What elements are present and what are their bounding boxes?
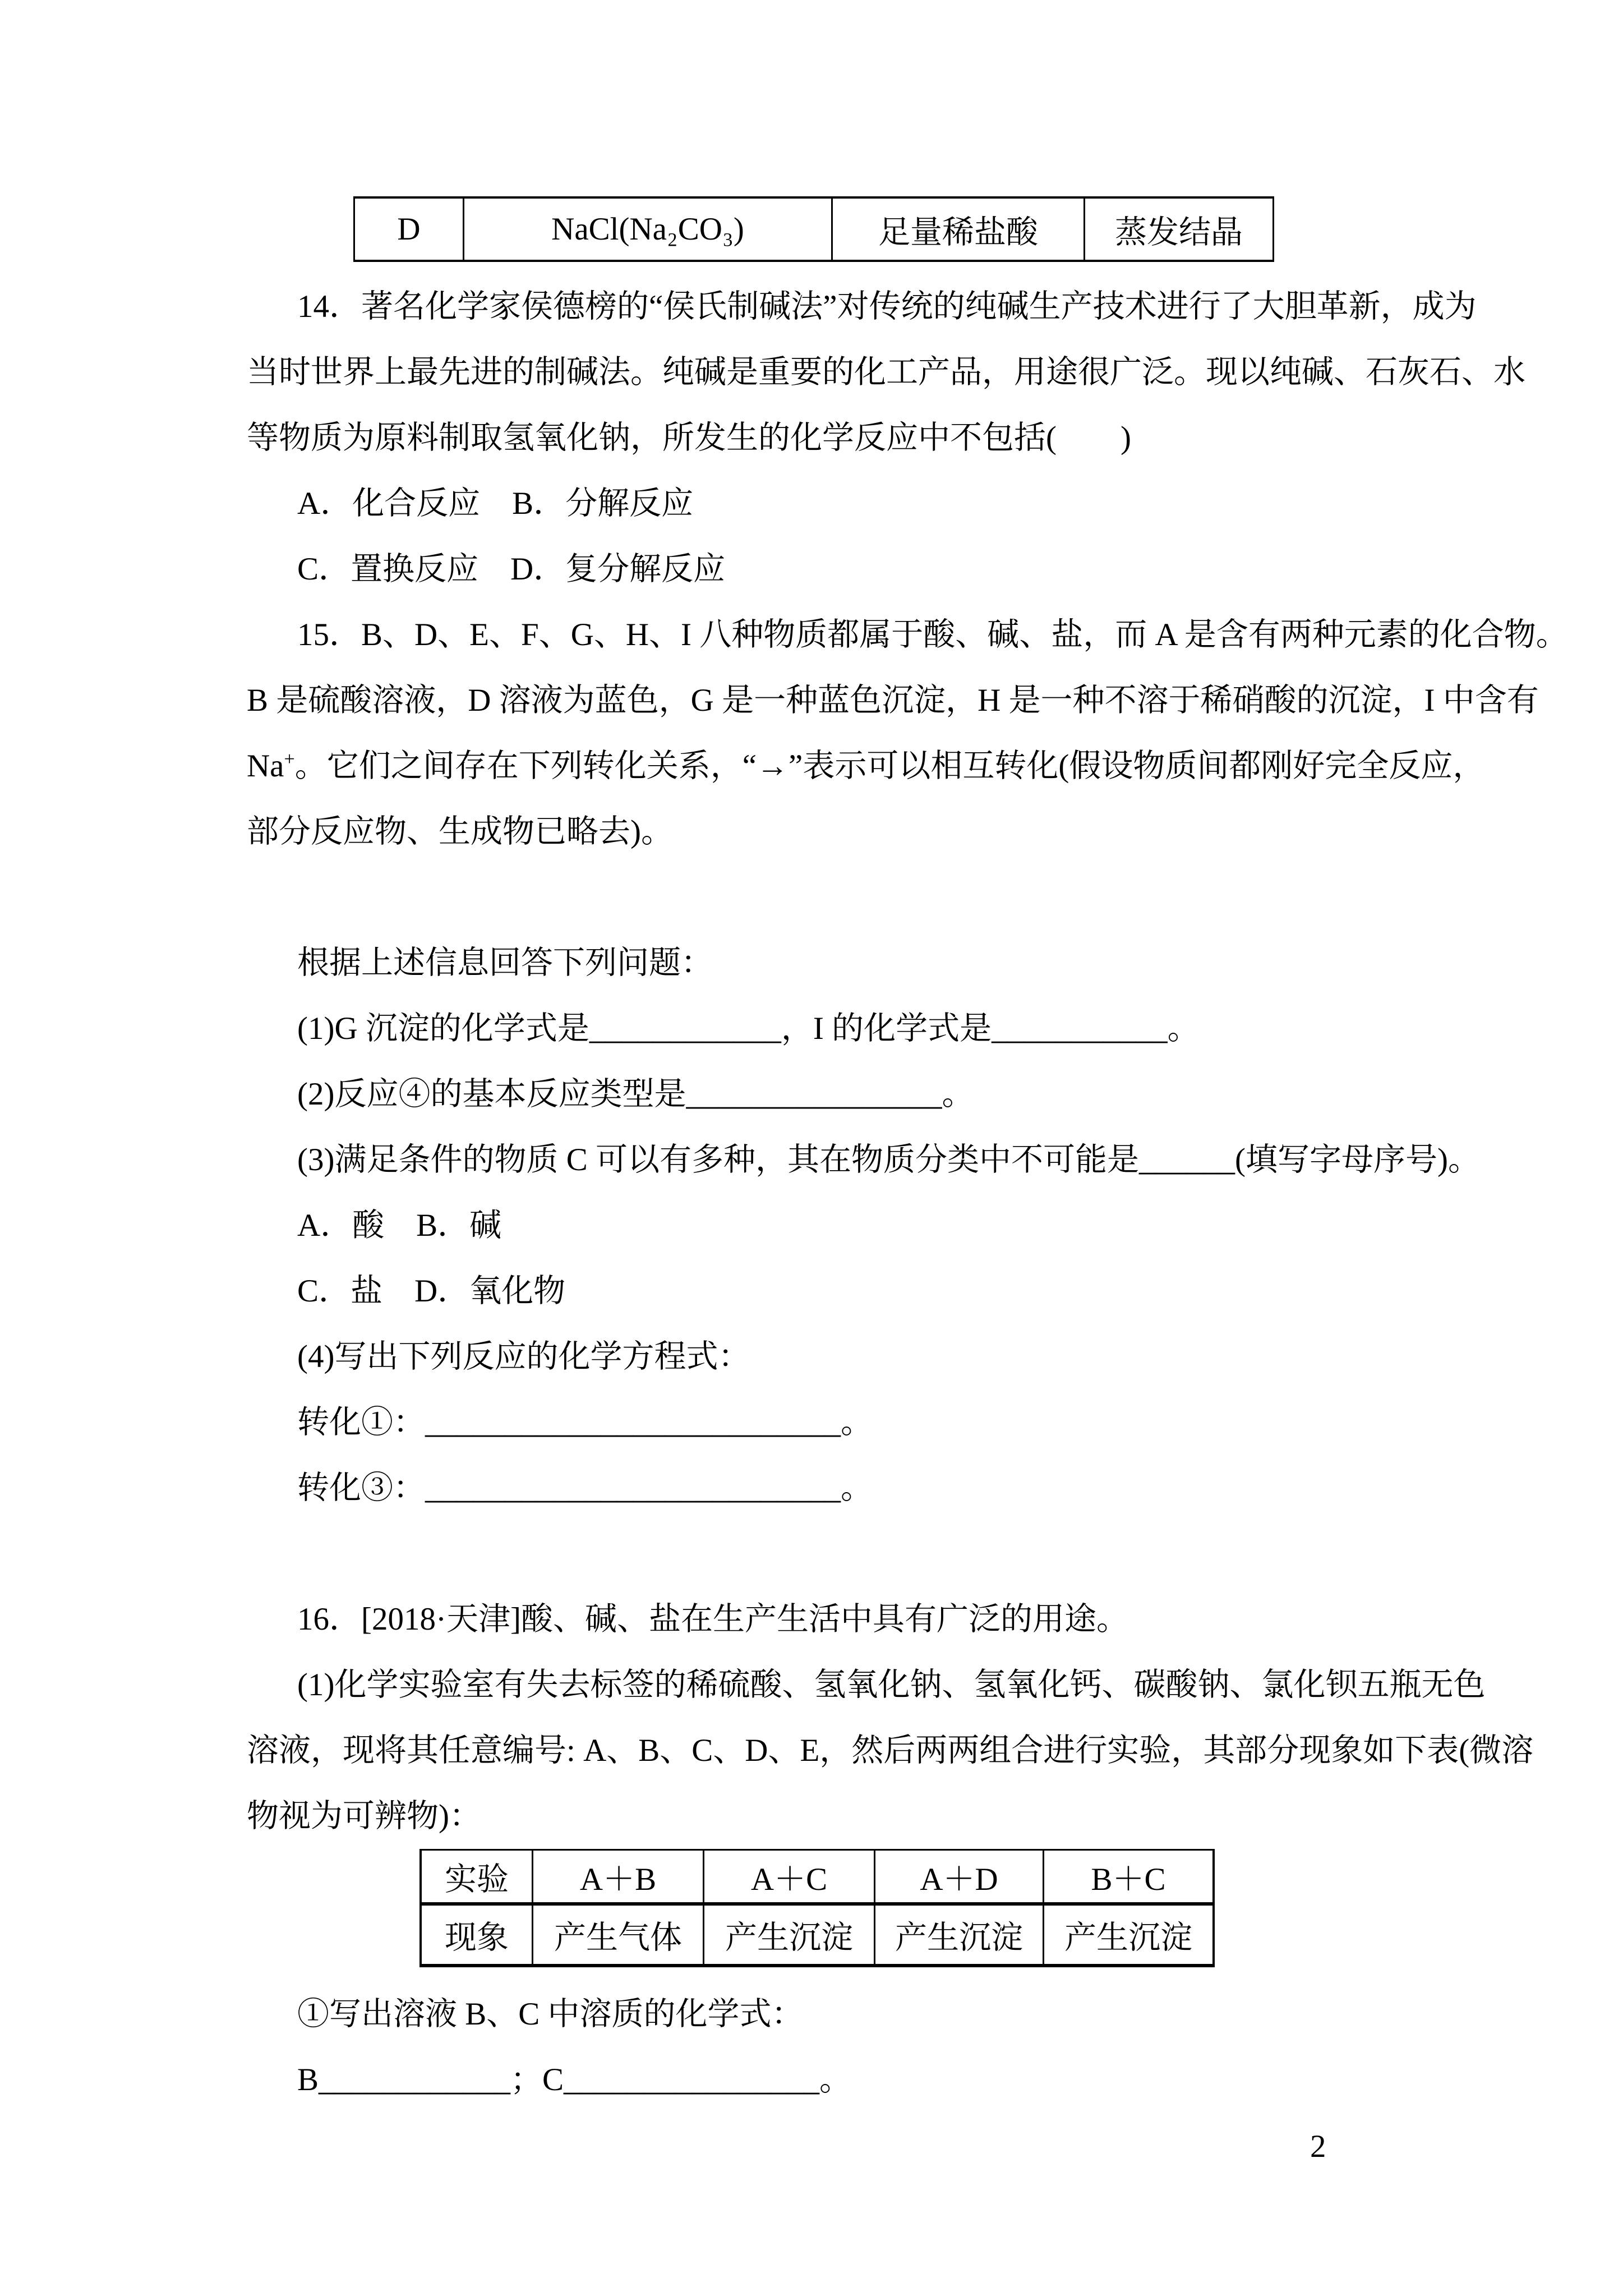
q15-line-2: B 是硫酸溶液，D 溶液为蓝色，G 是一种蓝色沉淀，H 是一种不溶于稀硝酸的沉淀，I 中含有 [247,683,1539,718]
result-cell-precipitate-3: 产生沉淀 [1064,1920,1192,1955]
header-cell-a-plus-d: A＋D [875,1851,1044,1902]
q16-sub1: ①写出溶液 B、C 中溶质的化学式： [297,1996,804,2032]
q14-line-1: 14．著名化学家侯德榜的“侯氏制碱法”对传统的纯碱生产技术进行了大胆革新，成为 [297,289,1477,324]
q15-line-3-rest: 。它们之间存在下列转化关系，“→”表示可以相互转化(假设物质间都刚好完全反应， [294,748,1485,784]
q16-line-2: (1)化学实验室有失去标签的稀硫酸、氢氧化钠、氢氧化钙、碳酸钠、氯化钡五瓶无色 [297,1667,1486,1703]
gap [247,1521,1481,1586]
page-content [247,196,1568,2113]
q15-options-cd: C．盐 D．氧化物 [297,1273,566,1309]
gap [247,262,1481,274]
gap [247,1967,1481,1981]
page-number: 2 [1310,2129,1326,2164]
q15-conversion-3-blank: 转化③：__________________________。 [297,1470,873,1506]
result-cell-precipitate-1: 产生沉淀 [704,1906,875,1964]
q16-line-4: 物视为可辨物)： [247,1798,481,1834]
q16-sub1-blanks: B____________；C________________。 [297,2062,852,2097]
result-cell-gas: 产生气体 [533,1906,704,1964]
q16-line-3: 溶液，现将其任意编号: A、B、C、D、E，然后两两组合进行实验，其部分现象如下表(微溶 [247,1733,1534,1768]
q15-options-ab: A．酸 B．碱 [297,1208,502,1243]
q14-line-3: 等物质为原料制取氢氧化钠，所发生的化学反应中不包括( ) [247,420,1131,455]
header-cell-a-plus-b: A＋B [533,1851,704,1902]
q15-prompt: 根据上述信息回答下列问题： [297,945,713,981]
q15-sub1-blank: (1)G 沉淀的化学式是____________，I 的化学式是___________。 [297,1011,1200,1046]
header-cell-a-plus-c: A＋C [704,1851,875,1902]
q14-options-ab: A．化合反应 B．分解反应 [297,486,694,521]
q15-line-4: 部分反应物、生成物已略去)。 [247,814,673,849]
experiment-table-result-row [422,1906,1212,1964]
result-cell-precipitate-2: 产生沉淀 [875,1906,1044,1964]
q16-line-1: 16．[2018·天津]酸、碱、盐在生产生活中具有广泛的用途。 [297,1602,1128,1637]
table-cell-reagent: 足量稀盐酸 [833,199,1085,260]
table-cell-option: D [355,199,464,260]
result-cell-phenomenon: 现象 [422,1906,533,1964]
q15-sub2-blank: (2)反应④的基本反应类型是________________。 [297,1076,974,1112]
experiment-table-header-row [422,1851,1212,1906]
table-cell-substance: NaCl(Na₂CO₃) [464,199,833,260]
superscript-plus: + [284,749,295,770]
q14-line-2: 当时世界上最先进的制碱法。纯碱是重要的化工产品，用途很广泛。现以纯碱、石灰石、水 [247,355,1525,390]
q15-conversion-1-blank: 转化①：__________________________。 [297,1405,873,1440]
diagram-placeholder [247,864,1481,930]
q15-line-3 [247,733,1485,799]
q15-sub4: (4)写出下列反应的化学方程式： [297,1339,750,1374]
table-cell-method: 蒸发结晶 [1115,214,1243,250]
header-cell-b-plus-c: B＋C [1091,1862,1166,1897]
q14-options-cd: C．置换反应 D．复分解反应 [297,551,726,587]
q15-line-3-text: Na [247,748,284,784]
q15-sub3-blank: (3)满足条件的物质 C 可以有多种，其在物质分类中不可能是______(填写字母序号)。 [297,1142,1480,1177]
continuation-table [353,196,1274,262]
q15-line-1: 15．B、D、E、F、G、H、I 八种物质都属于酸、碱、盐，而 A 是含有两种元素的化合物。 [297,617,1568,652]
experiment-table [419,1849,1215,1967]
header-cell-experiment: 实验 [422,1851,533,1902]
